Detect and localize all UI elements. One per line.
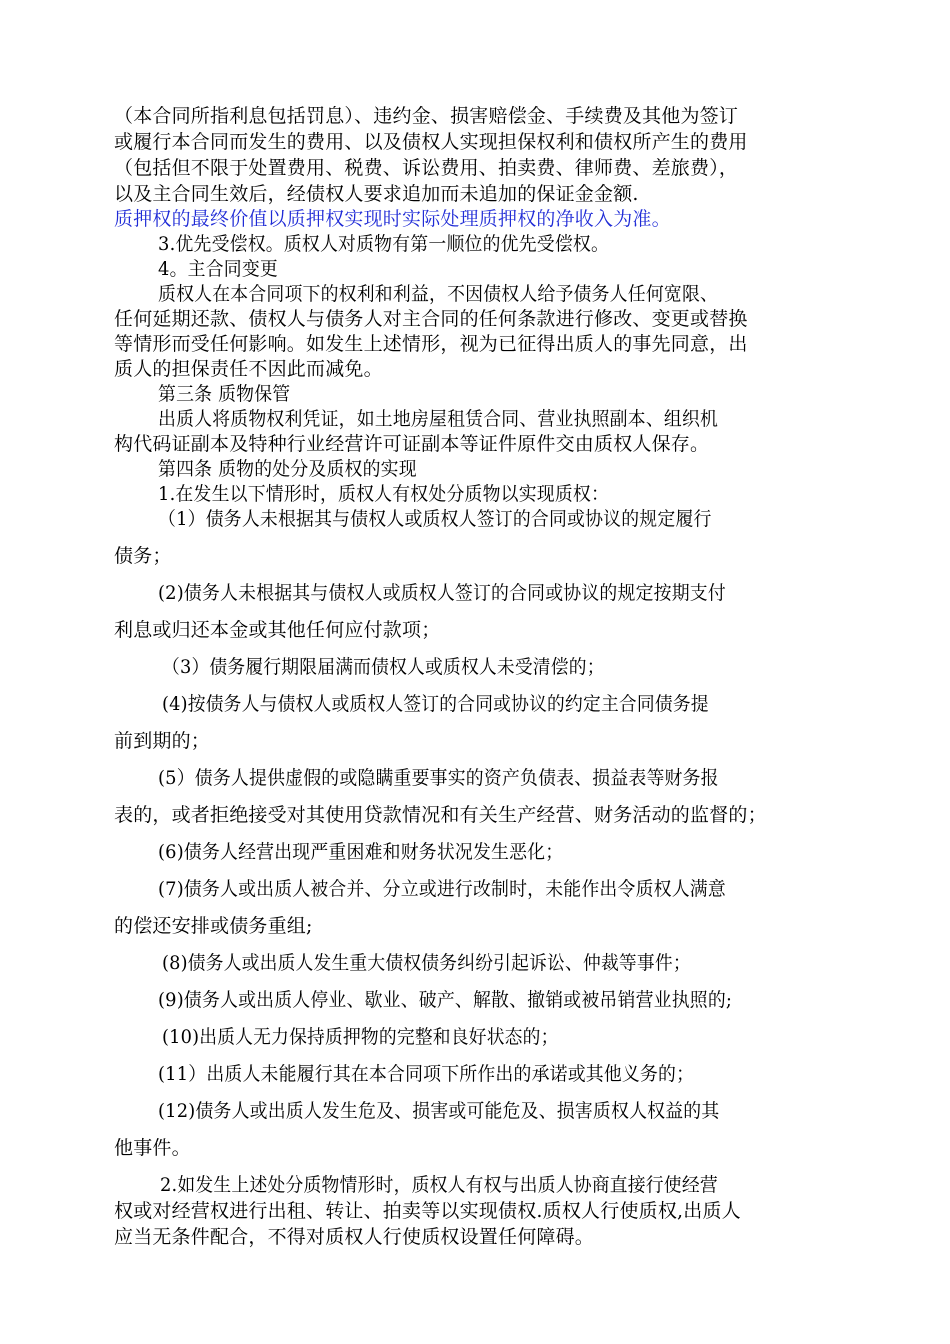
- text-line: 或履行本合同而发生的费用、以及债权人实现担保权利和债权所产生的费用: [114, 131, 748, 153]
- list-item: (5）债务人提供虚假的或隐瞒重要事实的资产负债表、损益表等财务报: [158, 767, 719, 789]
- list-item-continuation: 的偿还安排或债务重组;: [114, 915, 313, 937]
- text-line: 等情形而受任何影响。如发生上述情形，视为已征得出质人的事先同意，出: [114, 333, 748, 355]
- list-item: (7)债务人或出质人被合并、分立或进行改制时，未能作出令质权人满意: [158, 878, 726, 900]
- text-line: 1.在发生以下情形时，质权人有权处分质物以实现质权：: [158, 483, 610, 505]
- article-heading: 第四条 质物的处分及质权的实现: [158, 458, 417, 480]
- text-line: 应当无条件配合，不得对质权人行使质权设置任何障碍。: [114, 1226, 595, 1248]
- list-item: （1）债务人未根据其与债权人或质权人签订的合同或协议的规定履行: [158, 508, 712, 530]
- list-item-continuation: 利息或归还本金或其他任何应付款项；: [114, 619, 441, 641]
- list-item-continuation: 债务；: [114, 545, 172, 567]
- list-item-continuation: 表的，或者拒绝接受对其使用贷款情况和有关生产经营、财务活动的监督的；: [114, 804, 767, 826]
- list-item: (10)出质人无力保持质押物的完整和良好状态的；: [162, 1026, 559, 1048]
- section-heading: 4。主合同变更: [158, 258, 278, 280]
- text-line: （包括但不限于处置费用、税费、诉讼费用、拍卖费、律师费、差旅费），: [114, 157, 739, 179]
- list-item-continuation: 前到期的；: [114, 730, 211, 752]
- text-line: 2.如发生上述处分质物情形时，质权人有权与出质人协商直接行使经营: [160, 1174, 718, 1196]
- list-item: (2)债务人未根据其与债权人或质权人签订的合同或协议的规定按期支付: [158, 582, 726, 604]
- highlighted-text-line: 质押权的最终价值以质押权实现时实际处理质押权的净收入为准。: [114, 208, 671, 230]
- text-line: 3.优先受偿权。质权人对质物有第一顺位的优先受偿权。: [158, 233, 610, 255]
- list-item: (11）出质人未能履行其在本合同项下所作出的承诺或其他义务的；: [158, 1063, 695, 1085]
- article-heading: 第三条 质物保管: [158, 383, 291, 405]
- list-item: (6)债务人经营出现严重困难和财务状况发生恶化；: [158, 841, 564, 863]
- text-line: 任何延期还款、债权人与债务人对主合同的任何条款进行修改、变更或替换: [114, 308, 748, 330]
- text-line: 以及主合同生效后，经债权人要求追加而未追加的保证金金额.: [114, 183, 639, 205]
- text-line: 权或对经营权进行出租、转让、拍卖等以实现债权.质权人行使质权,出质人: [114, 1200, 741, 1222]
- text-line: 质权人在本合同项下的权利和利益，不因债权人给予债务人任何宽限、: [158, 283, 719, 305]
- list-item: (12)债务人或出质人发生危及、损害或可能危及、损害质权人权益的其: [158, 1100, 720, 1122]
- text-line: （本合同所指利息包括罚息）、违约金、损害赔偿金、手续费及其他为签订: [114, 105, 739, 127]
- text-line: 构代码证副本及特种行业经营许可证副本等证件原件交由质权人保存。: [114, 433, 710, 455]
- list-item: (4)按债务人与债权人或质权人签订的合同或协议的约定主合同债务提: [162, 693, 709, 715]
- text-line: 质人的担保责任不因此而减免。: [114, 358, 383, 380]
- list-item-continuation: 他事件。: [114, 1137, 191, 1159]
- list-item: (8)债务人或出质人发生重大债权债务纠纷引起诉讼、仲裁等事件；: [162, 952, 691, 974]
- list-item: (9)债务人或出质人停业、歇业、破产、解散、撤销或被吊销营业执照的;: [158, 989, 733, 1011]
- list-item: （3）债务履行期限届满而债权人或质权人未受清偿的；: [162, 656, 605, 678]
- text-line: 出质人将质物权利凭证，如土地房屋租赁合同、营业执照副本、组织机: [158, 408, 719, 430]
